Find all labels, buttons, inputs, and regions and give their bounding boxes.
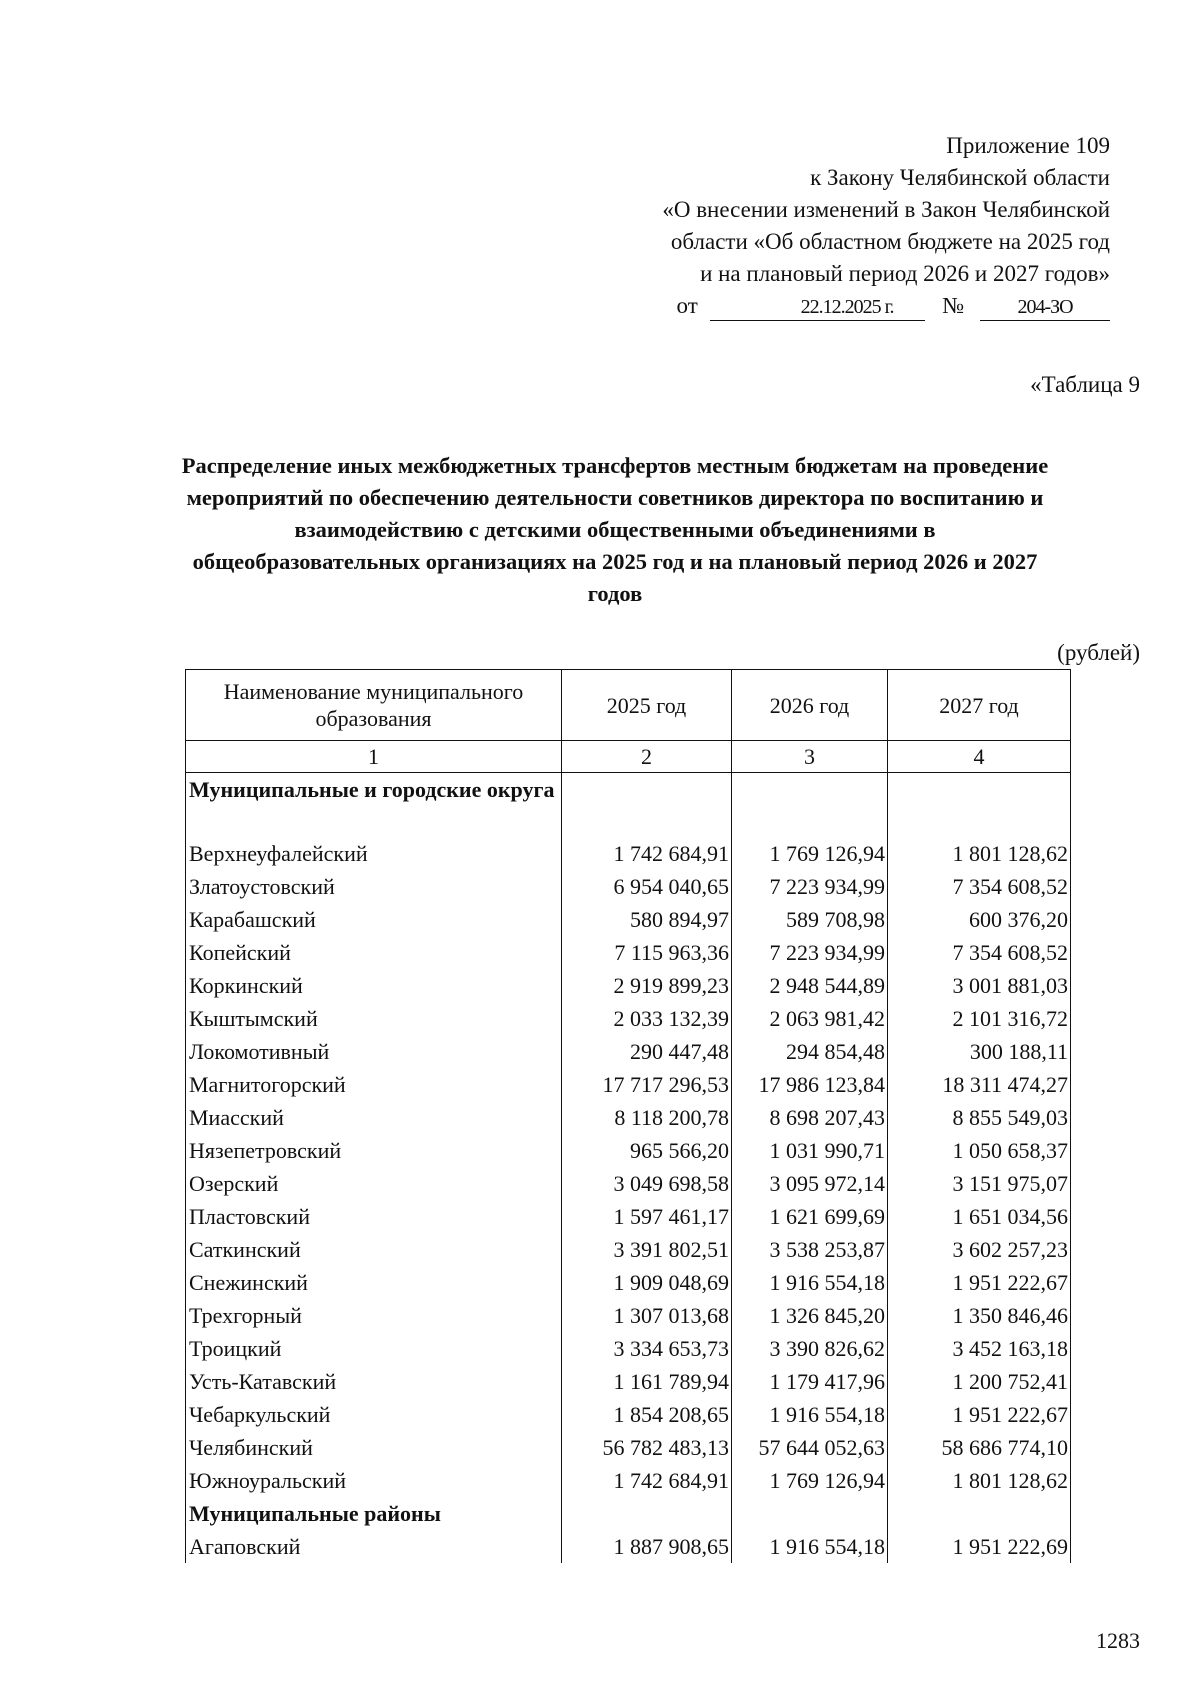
column-header-2026: 2026 год: [732, 670, 888, 741]
value-2026: 1 769 126,94: [732, 837, 888, 870]
municipality-name: Южноуральский: [186, 1464, 562, 1497]
value-2027: 8 855 549,03: [888, 1101, 1071, 1134]
value-2027: 3 001 881,03: [888, 969, 1071, 1002]
section-title: Муниципальные районы: [186, 1497, 562, 1530]
value-2027: 1 651 034,56: [888, 1200, 1071, 1233]
table-row: [186, 1365, 1071, 1398]
municipality-name: Копейский: [186, 936, 562, 969]
table-row: [186, 1464, 1071, 1497]
value-2025: 1 887 908,65: [562, 1530, 732, 1563]
table-row: [186, 969, 1071, 1002]
municipality-name: Локомотивный: [186, 1035, 562, 1068]
table-row: [186, 903, 1071, 936]
value-2026: 294 854,48: [732, 1035, 888, 1068]
table-row: [186, 1431, 1071, 1464]
appendix-number: Приложение 109: [946, 133, 1110, 158]
section-title: Муниципальные и городские округа: [186, 773, 562, 838]
value-2025: 8 118 200,78: [562, 1101, 732, 1134]
municipality-name: Челябинский: [186, 1431, 562, 1464]
table-row: [186, 870, 1071, 903]
section-row: [186, 773, 1071, 838]
value-2027: 18 311 474,27: [888, 1068, 1071, 1101]
value-2027: 3 602 257,23: [888, 1233, 1071, 1266]
municipality-name: Саткинский: [186, 1233, 562, 1266]
table-row: [186, 1200, 1071, 1233]
value-2027: 1 801 128,62: [888, 1464, 1071, 1497]
municipality-name: Миасский: [186, 1101, 562, 1134]
value-2025: 3 049 698,58: [562, 1167, 732, 1200]
value-2025: 1 597 461,17: [562, 1200, 732, 1233]
value-2025: 1 854 208,65: [562, 1398, 732, 1431]
municipality-name: Пластовский: [186, 1200, 562, 1233]
ot-label: от: [676, 293, 698, 318]
value-2027: 1 200 752,41: [888, 1365, 1071, 1398]
municipality-name: Карабашский: [186, 903, 562, 936]
table-row: [186, 1299, 1071, 1332]
column-number: 1: [186, 741, 562, 773]
section-row: [186, 1497, 1071, 1530]
table-row: [186, 1167, 1071, 1200]
value-2027: 1 801 128,62: [888, 837, 1071, 870]
table-body: [186, 773, 1071, 1564]
value-2026: 1 916 554,18: [732, 1530, 888, 1563]
value-2027: 1 951 222,67: [888, 1266, 1071, 1299]
value-2025: 1 909 048,69: [562, 1266, 732, 1299]
table-row: [186, 1332, 1071, 1365]
value-2026: 1 031 990,71: [732, 1134, 888, 1167]
table-label: «Таблица 9: [1030, 372, 1140, 397]
value-2026: 17 986 123,84: [732, 1068, 888, 1101]
value-2025: 6 954 040,65: [562, 870, 732, 903]
appendix-header: [662, 130, 1110, 322]
value-2026: 7 223 934,99: [732, 936, 888, 969]
value-2027: 58 686 774,10: [888, 1431, 1071, 1464]
units-label: (рублей): [1057, 640, 1140, 665]
value-2027: 3 151 975,07: [888, 1167, 1071, 1200]
value-2026: 1 916 554,18: [732, 1266, 888, 1299]
value-2026: 1 621 699,69: [732, 1200, 888, 1233]
value-2025: 1 742 684,91: [562, 1464, 732, 1497]
value-2027: 1 050 658,37: [888, 1134, 1071, 1167]
value-2025: 3 391 802,51: [562, 1233, 732, 1266]
appendix-law-title-2: области «Об областном бюджете на 2025 год: [670, 229, 1110, 254]
municipality-name: Агаповский: [186, 1530, 562, 1563]
value-2026: 1 916 554,18: [732, 1398, 888, 1431]
value-2027: 300 188,11: [888, 1035, 1071, 1068]
column-number: 4: [888, 741, 1071, 773]
value-2025: 1 742 684,91: [562, 837, 732, 870]
municipality-name: Снежинский: [186, 1266, 562, 1299]
table-header-row: [186, 670, 1071, 741]
municipality-name: Кыштымский: [186, 1002, 562, 1035]
municipality-name: Трехгорный: [186, 1299, 562, 1332]
document-title: Распределение иных межбюджетных трансфертов местным бюджетам на проведение мероприятий по обеспечению деятельности советников директора по воспитанию и взаимодействию с детскими общественными объединениями в общеобразовательных организациях на 2025 год и на плановый период 2026 и 2027 годов: [181, 453, 1049, 606]
page-number: 1283: [1096, 1628, 1140, 1653]
value-2026: 3 390 826,62: [732, 1332, 888, 1365]
value-2026: 3 095 972,14: [732, 1167, 888, 1200]
appendix-law-ref: к Закону Челябинской области: [810, 165, 1110, 190]
municipality-name: Нязепетровский: [186, 1134, 562, 1167]
value-2026: 2 063 981,42: [732, 1002, 888, 1035]
municipality-name: Магнитогорский: [186, 1068, 562, 1101]
appendix-law-title-1: «О внесении изменений в Закон Челябинской: [662, 197, 1110, 222]
law-date-line: [662, 290, 1110, 322]
value-2025: 3 334 653,73: [562, 1332, 732, 1365]
law-number: 204-ЗО: [980, 294, 1110, 321]
value-2026: 2 948 544,89: [732, 969, 888, 1002]
value-2026: 3 538 253,87: [732, 1233, 888, 1266]
value-2027: 7 354 608,52: [888, 870, 1071, 903]
municipality-name: Чебаркульский: [186, 1398, 562, 1431]
table-row: [186, 1035, 1071, 1068]
value-2027: 600 376,20: [888, 903, 1071, 936]
table-row: [186, 1134, 1071, 1167]
number-sign: №: [942, 293, 965, 318]
municipality-name: Верхнеуфалейский: [186, 837, 562, 870]
municipality-name: Златоустовский: [186, 870, 562, 903]
value-2025: 56 782 483,13: [562, 1431, 732, 1464]
value-2027: 1 951 222,67: [888, 1398, 1071, 1431]
table-row: [186, 1068, 1071, 1101]
column-number: 2: [562, 741, 732, 773]
value-2026: 1 769 126,94: [732, 1464, 888, 1497]
law-date: 22.12.2025 г.: [710, 294, 925, 321]
value-2026: 1 179 417,96: [732, 1365, 888, 1398]
municipality-name: Озерский: [186, 1167, 562, 1200]
value-2025: 1 161 789,94: [562, 1365, 732, 1398]
value-2026: 8 698 207,43: [732, 1101, 888, 1134]
value-2027: 1 951 222,69: [888, 1530, 1071, 1563]
table-row: [186, 1002, 1071, 1035]
transfers-table: [185, 669, 1071, 1563]
municipality-name: Усть-Катавский: [186, 1365, 562, 1398]
table-row: [186, 936, 1071, 969]
value-2025: 7 115 963,36: [562, 936, 732, 969]
value-2025: 580 894,97: [562, 903, 732, 936]
table-row: [186, 1233, 1071, 1266]
table-row: [186, 1398, 1071, 1431]
value-2027: 3 452 163,18: [888, 1332, 1071, 1365]
value-2027: 2 101 316,72: [888, 1002, 1071, 1035]
value-2026: 1 326 845,20: [732, 1299, 888, 1332]
value-2026: 57 644 052,63: [732, 1431, 888, 1464]
table-row: [186, 1530, 1071, 1563]
table-row: [186, 1266, 1071, 1299]
table-row: [186, 837, 1071, 870]
value-2025: 290 447,48: [562, 1035, 732, 1068]
table-row: [186, 1101, 1071, 1134]
municipality-name: Троицкий: [186, 1332, 562, 1365]
value-2027: 1 350 846,46: [888, 1299, 1071, 1332]
column-header-name: Наименование муниципального образования: [186, 670, 562, 741]
value-2026: 7 223 934,99: [732, 870, 888, 903]
municipality-name: Коркинский: [186, 969, 562, 1002]
value-2026: 589 708,98: [732, 903, 888, 936]
value-2025: 2 033 132,39: [562, 1002, 732, 1035]
value-2025: 2 919 899,23: [562, 969, 732, 1002]
appendix-law-title-3: и на плановый период 2026 и 2027 годов»: [700, 261, 1110, 286]
value-2025: 1 307 013,68: [562, 1299, 732, 1332]
value-2027: 7 354 608,52: [888, 936, 1071, 969]
column-header-2025: 2025 год: [562, 670, 732, 741]
value-2025: 17 717 296,53: [562, 1068, 732, 1101]
value-2025: 965 566,20: [562, 1134, 732, 1167]
column-header-2027: 2027 год: [888, 670, 1071, 741]
column-number: 3: [732, 741, 888, 773]
column-number-row: [186, 741, 1071, 773]
